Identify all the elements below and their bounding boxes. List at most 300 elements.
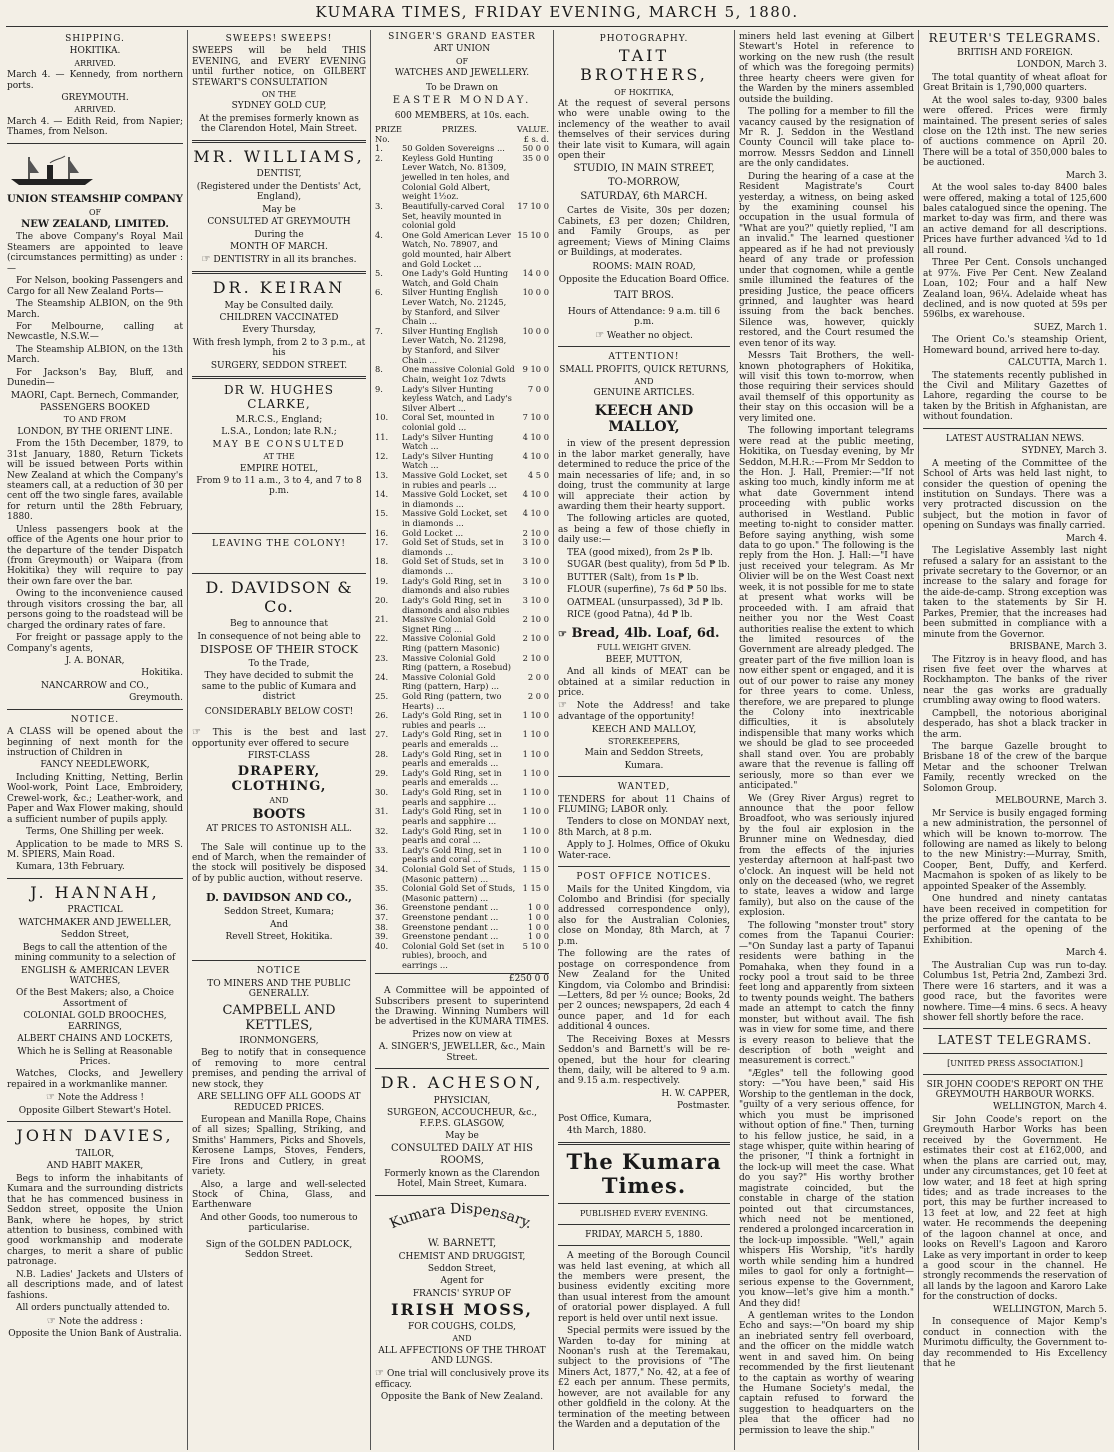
usco-text: NANCARROW and CO., bbox=[41, 680, 149, 691]
hannah-text: Seddon Street, bbox=[60, 930, 130, 941]
divider bbox=[923, 1053, 1107, 1054]
prize-description: Keyless Gold Hunting Lever Watch, No. 81309, jewelled in ten holes, and Colonial Gold Albert, weight 1½oz. bbox=[401, 152, 510, 202]
news-paragraph: "Ægles" tell the following good story: —"You have been," said His Worship to the gentleman in the dock, "guilty of a very serious offence, for which you must be imprisoned without option of fine." Then, turning to his fellow justice, he said, in a stage whisper, quite within hearing of the prisoner, "I think a fortnight in the lock-up will meet the case. What do you say?" His worthy brother magistrate coincided, but the constable in charge of the station pointed out that circumstances, which need not be mentioned, rendered a prolonged incarceration in the lock-up impossible. "Well," again whispers His Worship, "it's hardly worth while sending him a hundred miles to gaol for only a fortnight—serious expense to the Government, you know—let's give him a month." And they did! bbox=[739, 1068, 914, 1309]
dateline: March 3. bbox=[1065, 170, 1107, 181]
telegram-text: At the wool sales to-day, 9300 bales were offered. Prices were firmly maintained. The present series of sales close on the 12th inst. The new series of auctions commence on April 20. There will be a total of 350,000 bales to be auctioned. bbox=[923, 95, 1107, 169]
davies-text: TAILOR, bbox=[75, 1148, 115, 1159]
prize-description: Gold Set of Studs, set in diamonds ... bbox=[401, 556, 504, 577]
svg-text:Kumara Dispensary. bbox=[387, 1201, 534, 1232]
prize-description: Coral Set, mounted in colonial gold ... bbox=[401, 412, 495, 432]
davidson-text: AT PRICES TO ASTONISH ALL. bbox=[206, 824, 352, 835]
tait-text: OF HOKITIKA, bbox=[614, 87, 674, 97]
prize-number: 32. bbox=[375, 825, 389, 836]
campbell-kettles-text: Sign of the GOLDEN PADLOCK, Seddon Street. bbox=[205, 1239, 353, 1261]
campbell-kettles-text: ARE SELLING OFF ALL GOODS AT REDUCED PRICES. bbox=[197, 1092, 361, 1113]
prize-row bbox=[375, 231, 549, 269]
dateline: March 4. bbox=[1065, 948, 1107, 959]
bread-text: STOREKEEPERS, bbox=[608, 736, 680, 746]
news-paragraph: miners held last evening at Gilbert Stewart's Hotel in reference to working on the new rush (the result of which was the foregoing permits) three hearty cheers were given for the Warden by the miners assembled outside the building. bbox=[739, 32, 914, 105]
prize-row bbox=[375, 807, 549, 826]
tait-text: Cartes de Visite, 30s per dozen; Cabinets, £3 per dozen; Children, and Family Groups, as per agreement; Views of Mining Claims or Buildings, at moderates. bbox=[558, 206, 730, 258]
post-office-text: The Receiving Boxes at Messrs Seddon's and Barnett's will be re-opened, but the hour for clearing them, daily, will be altered to 9 a.m. and 9.15 a.m. respectively. bbox=[558, 1034, 730, 1087]
wanted-text: TENDERS for about 11 Chains of FLUMING; LABOR only. bbox=[558, 794, 730, 815]
prize-value: 1 0 0 bbox=[527, 931, 549, 942]
prize-value: 2 0 0 bbox=[527, 691, 549, 701]
telegram-text: One hundred and ninety cantatas have been received in competition for the prize offered for the cantata to be performed at the opening of the Exhibition. bbox=[923, 894, 1107, 946]
davidson-text: AND bbox=[269, 795, 289, 805]
keiran-text: May be Consulted daily. bbox=[224, 300, 334, 311]
tait-text: At the request of several persons who were unable owing to the inclemency of the weather to avail themselves of their services during their late visit to Kumara, will again open their bbox=[558, 98, 730, 161]
clarke-title: DR W. HUGHES CLARKE, bbox=[224, 383, 334, 412]
notice-text: Terms, One Shilling per week. bbox=[26, 827, 164, 838]
prize-description: Gold Set of Studs, set in diamonds ... bbox=[401, 537, 504, 557]
prize-description: Greenstone pendant ... bbox=[401, 931, 499, 942]
davidson-text: DISPOSE OF THEIR STOCK bbox=[200, 643, 358, 657]
prize-number: 22. bbox=[375, 633, 389, 644]
bread-text: KEECH AND MALLOY, bbox=[591, 724, 697, 735]
prize-value: 9 10 0 bbox=[522, 364, 549, 375]
prize-row bbox=[375, 750, 549, 769]
davidson-text: Beg to announce that bbox=[229, 619, 329, 630]
wanted-heading: WANTED, bbox=[617, 782, 671, 793]
column-rule bbox=[734, 30, 735, 1450]
prize-value: 2 10 0 bbox=[522, 633, 549, 644]
sweeps-text: SYDNEY GOLD CUP, bbox=[231, 101, 327, 112]
tait-text: ROOMS: MAIN ROAD, bbox=[592, 262, 696, 273]
prize-description: Colonial Gold Set of Studs, (Masonic pattern) ... bbox=[401, 883, 516, 903]
telegram-text: The statements recently published in the Civil and Military Gazettes of Lahore, regarding the course to be taken by the British in Afghanistan, are without foundation. bbox=[923, 370, 1107, 423]
acheson-title: DR. ACHESON, bbox=[380, 1073, 544, 1093]
hannah-text: Of the Best Makers; also, a Choice Assortment of bbox=[16, 988, 174, 1009]
dateline: WELLINGTON, March 5. bbox=[993, 1304, 1107, 1315]
prize-value: 1 10 0 bbox=[522, 844, 549, 855]
prize-number: 35. bbox=[375, 883, 389, 894]
dateline: SYDNEY, March 3. bbox=[1021, 446, 1107, 457]
post-office-text: 4th March, 1880. bbox=[567, 1126, 647, 1137]
dispensary-text: Opposite the Bank of New Zealand. bbox=[380, 1392, 544, 1403]
prize-table bbox=[375, 125, 549, 971]
hannah-text: COLONIAL GOLD BROOCHES, EARRINGS, bbox=[23, 1011, 167, 1032]
prize-number: 15. bbox=[375, 508, 389, 519]
divider bbox=[558, 1203, 730, 1204]
clarke-text: MAY BE CONSULTED bbox=[212, 439, 346, 450]
prize-value: 4 10 0 bbox=[522, 431, 549, 442]
prize-number: 8. bbox=[375, 364, 383, 375]
prize-value: 1 10 0 bbox=[522, 748, 549, 759]
prize-row bbox=[375, 692, 549, 711]
prize-description: Massive Colonial Gold Ring (pattern, a Rosebud) bbox=[401, 652, 511, 673]
davidson-text: They have decided to submit the same to the public of Kumara and district bbox=[201, 671, 357, 703]
post-office-text: Mails for the United Kingdom, via Colombo and Brindisi (for specially addressed correspondence only), also for the Australian Colonies, close on Monday, 8th March, at 7 p.m. bbox=[558, 884, 730, 947]
prize-row bbox=[375, 452, 549, 471]
price-item: FLOUR (superfine), 7s 6d ₱ 50 lbs. bbox=[567, 585, 727, 596]
davidson-text: Revell Street, Hokitika. bbox=[225, 931, 333, 942]
dateline: MELBOURNE, March 3. bbox=[995, 796, 1107, 807]
column-4 bbox=[558, 32, 730, 1448]
price-item: TEA (good mixed), from 2s ₱ lb. bbox=[567, 547, 713, 558]
dispensary-arched-title bbox=[375, 1201, 547, 1235]
editorial-text: Special permits were issued by the Warden to-day for mining at Noonan's rush at the Teremakau, subject to the provisions of "The Miners Act, 1877," No. 42, at a fee of £2 each per annum. These permits, however, are not available for any other goldfield in the colony. At the termination of the meeting between the Warden and a deputation of the bbox=[558, 1326, 730, 1431]
davies-title: JOHN DAVIES, bbox=[16, 1126, 174, 1146]
prize-number: 38. bbox=[375, 921, 389, 932]
union-steamship-title: UNION STEAMSHIP COMPANY bbox=[7, 194, 183, 206]
davidson-text: DRAPERY, CLOTHING, bbox=[231, 763, 327, 794]
usco-text: For Melbourne, calling at Newcastle, N.S.W.— bbox=[7, 321, 183, 343]
davidson-text: And bbox=[269, 919, 289, 930]
prize-description: Lady's Gold Ring, set in pearls and emeralds ... bbox=[401, 767, 502, 788]
keech-malloy-text: in view of the present depression in the labor market generally, have determined to reduce the price of the main necessaries of life; and, in so doing, trust the community at large will appreciate their action by awarding them their hearty support. bbox=[558, 439, 730, 512]
prize-value: 1 10 0 bbox=[522, 787, 549, 798]
keiran-text: CHILDREN VACCINATED bbox=[219, 312, 339, 323]
prize-value: 50 0 0 bbox=[522, 143, 549, 154]
telegram-text: The Australian Cup was run to-day. Columbus 1st, Petria 2nd, Zambezi 3rd. There were 16 starters, and it was a good race, but the favorites were nowhere. Time—4 mins. 6 secs. A heavy shower fell shortly before the race. bbox=[923, 960, 1107, 1023]
prize-description: One Gold American Lever Watch, No. 78907, and gold mounted, hair Albert and Gold Locket ... bbox=[401, 229, 511, 269]
usco-of: OF bbox=[88, 207, 102, 217]
davidson-text: CONSIDERABLY BELOW COST! bbox=[204, 706, 354, 717]
telegram-text: Mr Service is busily engaged forming a new administration, the personnel of which will be known to-morrow. The following are named as likely to belong to the new Ministry:—Murray, Smith, Cooper, Bent, Duffy, and Kerferd. Macmahon is spoken of as likely to be appointed Speaker of the Assembly. bbox=[923, 808, 1107, 892]
prize-number: 4. bbox=[375, 229, 383, 240]
prize-value: 17 10 0 bbox=[517, 200, 549, 211]
divider bbox=[7, 709, 183, 710]
attention-text: AND bbox=[634, 377, 654, 387]
williams-text: During the bbox=[254, 229, 304, 240]
prize-number: 3. bbox=[375, 200, 383, 211]
keiran-text: Every Thursday, bbox=[242, 325, 316, 336]
prize-description: One massive Colonial Gold Chain, weight 1oz 7dwts bbox=[401, 364, 515, 384]
art-union-heading: OF bbox=[455, 56, 469, 66]
prize-value: 7 10 0 bbox=[522, 412, 549, 423]
williams-text: CONSULTED AT GREYMOUTH bbox=[207, 217, 351, 228]
williams-text: (Registered under the Dentists' Act, England), bbox=[196, 181, 362, 203]
telegram-text: Three Per Cent. Consols unchanged at 97⅞. Five Per Cent. New Zealand Loan, 102; Four and a half New Zealand loan, 96¼. Adelaide wheat has declined, and is now quoted at 59s per 596lbs, ex warehouse. bbox=[923, 258, 1107, 321]
prize-total: £250 0 0 bbox=[375, 973, 549, 984]
dispensary-text: One trial will conclusively prove its efficacy. bbox=[375, 1369, 549, 1391]
prize-value: 1 10 0 bbox=[522, 710, 549, 721]
prize-value: 1 15 0 bbox=[522, 863, 549, 874]
issue-date: FRIDAY, MARCH 5, 1880. bbox=[585, 1229, 703, 1240]
prize-description: Greenstone pendant ... bbox=[401, 912, 499, 923]
prize-value: 10 0 0 bbox=[522, 325, 549, 336]
price-list bbox=[558, 548, 730, 621]
prize-description: Colonial Gold Set (set in rubies), brooch, and earrings ... bbox=[401, 940, 505, 971]
prize-row bbox=[375, 942, 549, 971]
sweeps-text: ON THE bbox=[261, 90, 297, 100]
usco-text: For freight or passage apply to the Company's agents, bbox=[7, 633, 183, 654]
keech-malloy-title: KEECH AND MALLOY, bbox=[594, 402, 694, 436]
pointing-hand-icon: ☞ bbox=[375, 1368, 384, 1380]
usco-text: TO AND FROM bbox=[63, 415, 127, 425]
prize-number: 20. bbox=[375, 594, 389, 605]
telegram-text: The Legislative Assembly last night refused a salary for an assistant to the private secretary to the Governor, or an increase to the salary and forage for the aide-de-camp. Strong exception was taken to the statements by Sir H. Parkes, Premier, that the increases had been submitted in compliance with a minute from the Governor. bbox=[923, 546, 1107, 640]
prize-description: Greenstone pendant ... bbox=[401, 921, 499, 932]
davies-text: Begs to inform the inhabitants of Kumara and the surrounding districts that he has commenced business in Seddon street, opposite the Union Bank, where he hopes, by strict attention to business, combined with good workmanship and moderate charges, to merit a share of public patronage. bbox=[7, 1173, 183, 1268]
prize-number: 21. bbox=[375, 614, 389, 625]
prize-number: 10. bbox=[375, 412, 389, 423]
acheson-text: May be bbox=[445, 1131, 479, 1142]
divider bbox=[558, 866, 730, 867]
notice-text: Application to be made to MRS S. M. SPIERS, Main Road. bbox=[7, 839, 183, 860]
post-office-text: Postmaster. bbox=[677, 1101, 730, 1112]
union-steamship-subtitle: NEW ZEALAND, LIMITED. bbox=[21, 218, 169, 230]
prize-description: Lady's Gold Ring, set in diamonds and also rubies bbox=[401, 594, 510, 615]
prize-row bbox=[375, 788, 549, 807]
prize-row bbox=[375, 269, 549, 288]
davies-text: Opposite the Union Bank of Australia. bbox=[8, 1329, 182, 1340]
keiran-text: With fresh lymph, from 2 to 3 p.m., at his bbox=[192, 337, 366, 359]
arrived-label: ARRIVED. bbox=[74, 58, 116, 68]
prize-number: 16. bbox=[375, 527, 389, 538]
prize-description: Massive Colonial Gold Signet Ring ... bbox=[401, 614, 496, 634]
dateline: WELLINGTON, March 4. bbox=[993, 1102, 1107, 1113]
telegram-text: The Orient Co.'s steamship Orient, Homeward bound, arrived here to-day. bbox=[923, 335, 1107, 356]
tait-text: SATURDAY, 6th MARCH. bbox=[580, 190, 708, 202]
prize-number: 11. bbox=[375, 431, 389, 442]
prize-description: Gold Locket ... bbox=[401, 527, 464, 538]
dispensary-title: Kumara Dispensary. bbox=[387, 1200, 535, 1232]
column-1 bbox=[7, 32, 183, 1448]
prize-description: Lady's Gold Ring, set in pearls and sapphire ... bbox=[401, 787, 502, 807]
telegram-text: In consequence of Major Kemp's conduct in connection with the Murimotu difficulty, the Government to-day recommended to His Excellency that he bbox=[923, 1317, 1107, 1369]
prize-number: 12. bbox=[375, 450, 389, 461]
prize-description: Lady's Silver Hunting keyless Watch, and Lady's Silver Albert ... bbox=[401, 383, 512, 413]
davies-text: AND HABIT MAKER, bbox=[46, 1161, 144, 1172]
divider bbox=[558, 776, 730, 777]
acheson-text: Formerly known as the Clarendon Hotel, Main Street, Kumara. bbox=[384, 1168, 540, 1190]
prize-row bbox=[375, 654, 549, 673]
campbell-kettles-text: IRONMONGERS, bbox=[239, 1035, 319, 1046]
prize-value: 4 10 0 bbox=[522, 489, 549, 500]
prize-value: 1 0 0 bbox=[527, 912, 549, 923]
prize-description: One Lady's Gold Hunting Watch, and Gold Chain bbox=[401, 268, 509, 288]
tait-text: STUDIO, IN MAIN STREET, bbox=[573, 163, 715, 175]
prize-description: Lady's Gold Ring, set in pearls and coral ... bbox=[401, 825, 502, 846]
news-paragraph: The following "monster trout" story comes from the Tapanui Courier:—"On Sunday last a party of Tapanui residents were bathing in the Pomahaka, when they found in a rocky pool a trout said to be three feet long and apparently from sixteen to twenty pounds weight. The bathers made an attempt to catch the finny monster, but without avail. The fish was in view for some time, and there is every reason to believe that the description of both weight and measurement is correct." bbox=[739, 920, 914, 1067]
coode-heading: SIR JOHN COODE'S REPORT ON THE GREYMOUTH HARBOUR WORKS. bbox=[926, 1079, 1104, 1101]
divider bbox=[192, 573, 366, 574]
prize-row bbox=[375, 509, 549, 528]
column-header: £ s. d. bbox=[523, 133, 549, 144]
divider bbox=[558, 1245, 730, 1246]
prize-value: 35 0 0 bbox=[522, 152, 549, 163]
prize-value: 5 10 0 bbox=[522, 940, 549, 951]
prize-value: 15 10 0 bbox=[517, 229, 549, 240]
hannah-text: WATCHMAKER AND JEWELLER, bbox=[18, 917, 172, 928]
divider bbox=[923, 428, 1107, 429]
prize-value: 2 10 0 bbox=[522, 652, 549, 663]
tait-text: TO-MORROW, bbox=[607, 177, 681, 189]
greymouth-arrivals: March 4. — Edith Reid, from Napier; Thames, from Nelson. bbox=[7, 116, 183, 138]
divider bbox=[375, 1068, 549, 1069]
column-header: PRIZE bbox=[375, 124, 402, 135]
campbell-kettles-text: European and Manilla Rope, Chains of all sizes; Spalling, Striking, and Smiths' Hammers, Picks and Shovels, Kerosene Lamps, Stoves, Fenders, Fire Irons and Cutlery, in great variety. bbox=[192, 1114, 366, 1178]
usco-text: MAORI, Capt. Bernech, Commander, bbox=[10, 390, 180, 401]
prize-number: 14. bbox=[375, 489, 389, 500]
attention-text: SMALL PROFITS, QUICK RETURNS, bbox=[559, 364, 729, 375]
prize-number: 37. bbox=[375, 912, 389, 923]
art-union-text: A. SINGER'S, JEWELLER, &c., Main Street. bbox=[378, 1042, 546, 1063]
usco-text: J. A. BONAR, bbox=[65, 655, 125, 666]
prize-row bbox=[375, 769, 549, 788]
prize-row bbox=[375, 433, 549, 452]
prize-number: 36. bbox=[375, 902, 389, 913]
davidson-text: D. DAVIDSON AND CO., bbox=[205, 891, 353, 905]
telegram-text: A meeting of the Committee of the School of Arts was held last night, to consider the question of opening the institution on Sundays. There was a very protracted discussion on the subject, but the motion in favor of opening on Sundays was finally carried. bbox=[923, 458, 1107, 532]
pointing-hand-icon: ☞ bbox=[558, 629, 567, 641]
clarke-text: AT THE bbox=[263, 452, 295, 462]
price-item: OATMEAL (unsurpassed), 3d ₱ lb. bbox=[567, 597, 724, 608]
usco-text: For Jackson's Bay, Bluff, and Dunedin— bbox=[7, 367, 183, 389]
campbell-kettles-text: And other Goods, too numerous to particularise. bbox=[200, 1212, 358, 1234]
prize-description: Lady's Silver Hunting Watch ... bbox=[401, 450, 494, 471]
prize-number: 23. bbox=[375, 652, 389, 663]
telegram-text: At the wool sales to-day 8400 bales were offered, making a total of 125,600 bales catalogued since the opening. The market to-day was firm, and there was an active demand for all descriptions. Prices have further advanced ¼d to 1d all round. bbox=[923, 183, 1107, 256]
prize-description: Lady's Silver Hunting Watch ... bbox=[401, 431, 494, 452]
publication-note: PUBLISHED EVERY EVENING. bbox=[580, 1209, 708, 1219]
hokitika-arrivals: March 4. — Kennedy, from northern ports. bbox=[7, 70, 183, 91]
williams-text: DENTISTRY in all its branches. bbox=[213, 255, 357, 266]
pointing-hand-icon: ☞ bbox=[46, 1315, 56, 1327]
williams-title: MR. WILLIAMS, bbox=[193, 146, 365, 166]
bread-text: And all kinds of MEAT can be obtained at a similar reduction in price. bbox=[558, 667, 730, 699]
keech-malloy-text: The following articles are quoted, as being a few of those chiefly in daily use:— bbox=[558, 514, 730, 546]
telegram-text: Campbell, the notorious aboriginal desperado, has shot a black tracker in the arm. bbox=[923, 708, 1107, 740]
reuters-heading: REUTER'S TELEGRAMS. bbox=[928, 32, 1102, 45]
prize-number: 40. bbox=[375, 940, 389, 951]
usco-text: From the 15th December, 1879, to 31st January, 1880, Return Tickets will be issued between Ports within New Zealand at which the Company's steamers call, at a reduction of 30 per cent off the two single fares, available for return until the 28th February, 1880. bbox=[7, 439, 183, 523]
column-header: No. bbox=[375, 133, 390, 144]
prize-number: 17. bbox=[375, 537, 389, 548]
hannah-text: Note the Address ! bbox=[57, 1093, 144, 1104]
notice-text: Kumara, 13th February. bbox=[16, 862, 125, 873]
prize-row bbox=[375, 827, 549, 846]
dispensary-text: FRANCIS' SYRUP OF bbox=[412, 1288, 512, 1299]
attention-heading: ATTENTION! bbox=[608, 352, 680, 363]
usco-text: PASSENGERS BOOKED bbox=[40, 403, 150, 414]
column-5 bbox=[739, 32, 914, 1448]
prize-row bbox=[375, 711, 549, 730]
art-union-heading: SINGER'S GRAND EASTER bbox=[388, 32, 536, 42]
greymouth-heading: GREYMOUTH. bbox=[61, 93, 129, 104]
prize-number: 34. bbox=[375, 863, 389, 874]
davidson-text: The Sale will continue up to the end of March, when the remainder of the stock will positively be disposed of by public auction, without reserve. bbox=[192, 842, 366, 884]
editorial-text: A meeting of the Borough Council was held last evening, at which all the members were present, the business evidently exciting more than usual interest from the amount of oratorial power displayed. A full report is held over until next issue. bbox=[558, 1251, 730, 1324]
divider bbox=[192, 533, 366, 534]
davidson-text: In consequence of not being able to bbox=[197, 631, 361, 642]
prize-description: Massive Gold Locket, set in rubies and pearls ... bbox=[401, 469, 508, 490]
prize-description: Lady's Gold Ring, set in pearls and coral ... bbox=[401, 844, 502, 865]
prize-number: 26. bbox=[375, 710, 389, 721]
column-rule bbox=[553, 30, 554, 1450]
prize-description: Silver Hunting English Lever Watch, No. 21245, by Stanford, and Silver Chain ... bbox=[401, 287, 507, 327]
hannah-text: ALBERT CHAINS AND LOCKETS, bbox=[17, 1034, 173, 1045]
acheson-text: CONSULTED DAILY AT HIS ROOMS, bbox=[391, 1143, 533, 1167]
usco-text: The Steamship ALBION, on the 9th March. bbox=[7, 299, 183, 320]
prize-number: 7. bbox=[375, 325, 383, 336]
prize-number: 18. bbox=[375, 556, 389, 567]
usco-text: Unless passengers book at the office of the Agents one hour prior to the departure of the tender Dispatch (from Greymouth) or Waipara (from Hokitika) they will require to pay their own fare over the bar. bbox=[7, 524, 183, 587]
post-office-text: H. W. CAPPER, bbox=[661, 1088, 730, 1099]
art-union-heading: ART UNION bbox=[433, 44, 491, 55]
prize-number: 31. bbox=[375, 806, 389, 817]
prize-number: 9. bbox=[375, 383, 383, 394]
notice-heading: NOTICE. bbox=[70, 714, 120, 725]
telegram-text: The barque Gazelle brought to Brisbane 18 of the crew of the barque Metar and the schooner Trelwan Family, recently wrecked on the Solomon Group. bbox=[923, 742, 1107, 794]
hannah-text: Begs to call the attention of the mining community to a selection of bbox=[14, 942, 176, 964]
news-paragraph: We (Grey River Argus) regret to announce that the poor fellow Broadfoot, who was seriously injured by the foul air explosion in the Brunner mine on Wednesday, died from the effects of the injuries yesterday afternoon at half-past two o'clock. An inquest will be held not only on the deceased (who, we regret to state, leaves a widow and large family), but also on the cause of the explosion. bbox=[739, 793, 914, 919]
tait-title: TAIT BROTHERS, bbox=[580, 46, 708, 84]
dispensary-text: IRISH MOSS, bbox=[391, 1300, 533, 1320]
prize-row bbox=[375, 471, 549, 490]
prize-number: 30. bbox=[375, 787, 389, 798]
prize-value: 1 15 0 bbox=[522, 883, 549, 894]
price-item: RICE (good Patna), 4d ₱ lb. bbox=[567, 609, 693, 620]
prize-number: 39. bbox=[375, 931, 389, 942]
column-rule bbox=[187, 30, 188, 1450]
dateline: BRISBANE, March 3. bbox=[1009, 642, 1107, 653]
prize-row bbox=[375, 865, 549, 884]
prize-description: Massive Colonial Gold Ring (pattern, Harp) ... bbox=[401, 671, 500, 692]
prize-row bbox=[375, 615, 549, 634]
prize-description: 50 Golden Sovereigns ... bbox=[401, 143, 505, 154]
tait-text: Weather no object. bbox=[606, 330, 693, 341]
prize-value: 2 0 0 bbox=[527, 671, 549, 682]
prize-row bbox=[375, 884, 549, 903]
art-union-text: Prizes now on view at bbox=[412, 1029, 512, 1040]
davies-text: All orders punctually attended to. bbox=[16, 1303, 170, 1314]
campbell-kettles-text: Beg to notify that in consequence of removing to more central premises, and pending the arrival of new stock, they bbox=[192, 1048, 366, 1090]
prize-description: Lady's Gold Ring, set in pearls and sapphire ... bbox=[401, 806, 502, 826]
notice-text: Including Knitting, Netting, Berlin Wool-work, Point Lace, Embroidery, Crewel-work, &c.; Leather-work, and Paper and Wax Flower making, should a sufficient number of pupils apply. bbox=[7, 772, 183, 825]
prize-description: Lady's Gold Ring, set in pearls and emeralds ... bbox=[401, 748, 502, 769]
prize-row bbox=[375, 288, 549, 326]
usco-text: Owing to the inconvenience caused through visitors crossing the bar, all persons going to the roadstead will be charged the ordinary rates of fare. bbox=[7, 589, 183, 631]
prize-row bbox=[375, 413, 549, 432]
prize-description: Greenstone pendant ... bbox=[401, 902, 499, 913]
shipping-heading: SHIPPING. bbox=[65, 34, 125, 44]
acheson-text: PHYSICIAN, bbox=[433, 1095, 491, 1106]
usco-text: For Nelson, booking Passengers and Cargo for all New Zealand Ports— bbox=[7, 276, 183, 297]
prize-number: 28. bbox=[375, 748, 389, 759]
prize-row bbox=[375, 577, 549, 596]
news-paragraph: Messrs Tait Brothers, the well-known photographers of Hokitika, will visit this town to-morrow, when those requiring their services should avail themself of this opportunity as their stay on this occasion will be a very limited one. bbox=[739, 351, 914, 424]
usco-text: The Steamship ALBION, on the 13th March. bbox=[7, 344, 183, 366]
column-rule bbox=[918, 30, 919, 1450]
prize-value: 1 10 0 bbox=[522, 806, 549, 817]
divider bbox=[192, 960, 366, 961]
price-item: BUTTER (Salt), from 1s ₱ lb. bbox=[567, 572, 699, 583]
keiran-text: SURGERY, SEDDON STREET. bbox=[210, 360, 348, 371]
prize-value: 4 10 0 bbox=[522, 450, 549, 461]
art-union-text: 600 MEMBERS, at 10s. each. bbox=[394, 110, 530, 121]
prize-row bbox=[375, 846, 549, 865]
prize-value: 14 0 0 bbox=[522, 268, 549, 279]
wanted-text: Tenders to close on MONDAY next, 8th March, at 8 p.m. bbox=[558, 817, 730, 838]
clarke-text: L.S.A., London; late R.N.; bbox=[221, 427, 337, 438]
prize-number: 27. bbox=[375, 729, 389, 740]
prize-value: 1 10 0 bbox=[522, 767, 549, 778]
prize-number: 2. bbox=[375, 152, 383, 163]
hannah-title: J. HANNAH, bbox=[30, 882, 160, 902]
news-paragraph: During the hearing of a case at the Resident Magistrate's Court yesterday, a witness, on being asked by the examining counsel his occupation in the usual formula of "What are you?" quietly replied, "I am an invalid." The learned questioner appeared as if he had not previously heard of any trade or profession under that cognomen, while a gentle smile illumined the features of the presiding Justice, the peace officers grinned, and laughter was heard issuing from the back benches. Silence was, however, quickly restored, and the Court resumed the even tenor of its way. bbox=[739, 171, 914, 349]
wanted-text: Apply to J. Holmes, Office of Okuku Water-race. bbox=[558, 840, 730, 861]
davies-text: N.B. Ladies' Jackets and Ulsters of all descriptions made, and of latest fashions. bbox=[7, 1269, 183, 1301]
masthead-rule bbox=[6, 26, 1108, 27]
dateline: March 4. bbox=[1065, 533, 1107, 544]
divider bbox=[923, 1074, 1107, 1075]
prize-value: 1 0 0 bbox=[527, 921, 549, 932]
usco-text: Hokitika. bbox=[141, 668, 183, 679]
arrived-label: ARRIVED. bbox=[74, 105, 116, 115]
